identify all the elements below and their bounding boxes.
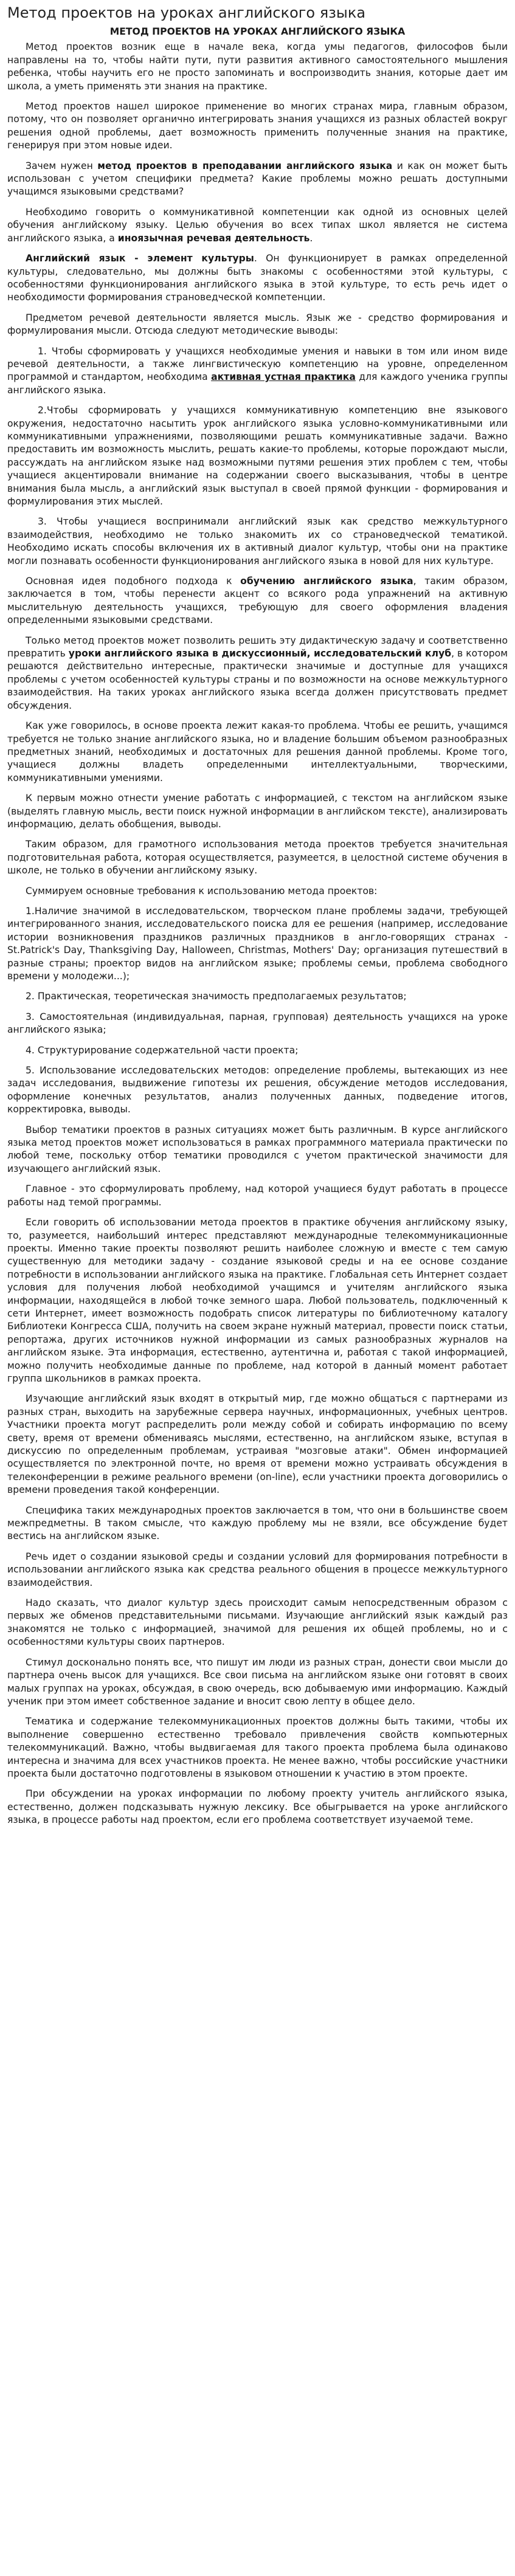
paragraph: Тематика и содержание телекоммуникационных проектов должны быть такими, чтобы их выполнение совершенно естественно требовало привлечения свойств компьютерных телекоммуникаций. Важно, чтобы выдвигаемая для такого проекта проблема была одинаково интересна и значима для всех участников проекта. Не менее важно, чтобы российские участники проекта были достаточно подготовлены в языковом отношении к участию в этом проекте. [7,1716,508,1779]
paragraph: Необходимо говорить о коммуникативной компетенции как одной из основных целей обучения английскому языку. Целью обучения во всех типах школ является не система английского языка, а иноязычная речевая деятельность. [7,206,508,244]
emphasis: иноязычная речевая деятельность [117,232,310,244]
paragraph: Специфика таких международных проектов заключается в том, что они в большинстве своем межпредметны. В таком смысле, что каждую проблему мы не взяли, все обсуждение будет вестись на английском языке. [7,1504,508,1542]
list-item: 3. Чтобы учащиеся воспринимали английский язык как средство межкультурного взаимодействия, необходимо не только знакомить их со страноведческой тематикой. Необходимо искать способы включения их в активный диалог культур, чтобы они на практике могли познавать особенности функционирования английского языка в новой для них культуре. [7,516,508,567]
document-heading: МЕТОД ПРОЕКТОВ НА УРОКАХ АНГЛИЙСКОГО ЯЗЫКА [109,26,406,37]
paragraph: Речь идет о создании языковой среды и создании условий для формирования потребности в использовании английского языка как средства реального общения в процессе межкультурного взаимодействия. [7,1551,508,1588]
paragraph: Английский язык - элемент культуры. Он функционирует в рамках определенной культуры, следовательно, мы должны быть знакомы с особенностями этой культуры, с особенностями функционирования английского языка в этой культуре, то есть речь идет о необходимости формирования страноведческой компетенции. [7,253,508,303]
list-item: 1. Чтобы сформировать у учащихся необходимые умения и навыки в том или ином виде речевой деятельности, а также лингвистическую компетенцию на уровне, определенном программой и стандартом, необходима активная устная практика для каждого ученика группы английского языка. [7,345,508,396]
paragraph: Суммируем основные требования к использованию метода проектов: [26,885,378,897]
paragraph: Предметом речевой деятельности является мысль. Язык же - средство формирования и формулирования мысли. Отсюда следуют методические выводы: [7,312,508,337]
paragraph: Стимул досконально понять все, что пишут им люди из разных стран, донести свои мысли до партнера очень высок для учащихся. Все свои письма на английском языке они готовят в своих малых группах на уроках, обсуждая, в свою очередь, всю добываемую ими информацию. Каждый ученик при этом имеет собственное задание и вносит свою лепту в общее дело. [7,1656,508,1707]
paragraph: Выбор тематики проектов в разных ситуациях может быть различным. В курсе английского языка метод проектов может использоваться в рамках программного материала практически по любой теме, поскольку отбор тематики проводился с учетом практической значимости для изучающего английский язык. [7,1124,508,1174]
paragraph: К первым можно отнести умение работать с информацией, с текстом на английском языке (выделять главную мысль, вести поиск нужной информации в английском тексте), анализировать информацию, делать обобщения, выводы. [7,793,508,830]
emphasis: обучению английского языка [240,576,413,587]
paragraph: Таким образом, для грамотного использования метода проектов требуется значительная подготовительная работа, которая осуществляется, разумеется, в целостной системе обучения в школе, не только в обучении английскому языку. [7,839,508,876]
list-item: 5. Использование исследовательских методов: определение проблемы, вытекающих из нее задач исследования, выдвижение гипотезы их решения, обсуждение методов исследования, оформление конечных результатов, анализ полученных данных, подведение итогов, корректировка, выводы. [7,1065,508,1115]
emphasis: уроки английского языка в дискуссионный, исследовательский клуб [68,648,452,659]
paragraph: Если говорить об использовании метода проектов в практике обучения английскому языку, то, разумеется, наибольший интерес представляют международные телекоммуникационные проекты. Именно такие проекты позволяют решить наиболее сложную и вместе с тем самую существенную для методики задачу - создание языковой среды и на ее основе создание потребности в использовании английского языка на практике. Глобальная сеть Интернет создает условия для получения любой необходимой учащимся и учителям английского языка информации, находящейся в любой точке земного шара. Любой пользователь, подключенный к сети Интернет, имеет возможность подобрать список литературы по библиотечному каталогу Библиотеки Конгресса США, получить на своем экране нужный материал, провести поиск статьи, репортажа, других источников нужной информации из самых разнообразных журналов на английском языке. Эта информация, естественно, аутентична и, работая с такой информацией, можно получить необходимые данные по проблеме, над которой в данный момент работает группа школьников в рамках проекта. [7,1217,508,1384]
paragraph: Метод проектов нашел широкое применение во многих странах мира, главным образом, потому, что он позволяет органично интегрировать знания учащихся из разных областей вокруг решения одной проблемы, дает возможность применить полученные знания на практике, генерируя при этом новые идеи. [7,101,508,151]
list-item: 4. Структурирование содержательной части проекта; [26,1044,299,1056]
list-item: 2. Практическая, теоретическая значимость предполагаемых результатов; [26,991,407,1002]
paragraph: Зачем нужен метод проектов в преподавании английского языка и как он может быть использован с учетом специфики предмета? Какие проблемы можно решать доступными учащимся языковыми средствами? [7,160,508,198]
list-item: 3. Самостоятельная (индивидуальная, парная, групповая) деятельность учащихся на уроке английского языка; [7,1011,508,1036]
paragraph: Главное - это сформулировать проблему, над которой учащиеся будут работать в процессе работы над темой программы. [7,1183,508,1208]
paragraph: Только метод проектов может позволить решить эту дидактическую задачу и соответственно превратить уроки английского языка в дискуссионный, исследовательский клуб, в котором решаются действительно интересные, практически значимые и доступные для учащихся проблемы с учетом особенностей культуры страны и по возможности на основе межкультурного взаимодействия. На таких уроках английского языка всегда должен присутствовать предмет обсуждения. [7,635,508,711]
paragraph: Изучающие английский язык входят в открытый мир, где можно общаться с партнерами из разных стран, выходить на зарубежные сервера научных, информационных, учебных центров. Участники проекта могут распределить роли между собой и собирать информацию по всему свету, время от времени обмениваясь мыслями, естественно, на английском языке, вступая в дискуссию по определенным проблемам, устраивая "мозговые атаки". Обмен информацией осуществляется по электронной почте, но время от времени можно устраивать обсуждения в телеконференции в режиме реального времени (on-line), если участники проекта договорились о времени проведения такой конференции. [7,1393,508,1496]
paragraph: Как уже говорилось, в основе проекта лежит какая-то проблема. Чтобы ее решить, учащимся требуется не только знание английского языка, но и владение большим объемом разнообразных предметных знаний, необходимых и достаточных для решения данной проблемы. Кроме того, учащиеся должны владеть определенными интеллектуальными, творческими, коммуникативными умениями. [7,720,508,783]
page-title: Метод проектов на уроках английского языка [7,4,366,21]
list-item: 2.Чтобы сформировать у учащихся коммуникативную компетенцию вне языкового окружения, недостаточно насытить урок английского языка условно-коммуникативными или коммуникативными упражнениями, позволяющими решать коммуникативные задачи. Важно предоставить им возможность мыслить, решать какие-то проблемы, которые порождают мысли, рассуждать на английском языке над возможными путями решения этих проблем с тем, чтобы учащиеся акцентировали внимание на содержании своего высказывания, чтобы в центре внимания была мысль, а английский язык выступал в своей прямой функции - формирования и формулирования этих мыслей. [7,405,508,507]
emphasis: Английский язык - элемент культуры [26,253,254,264]
list-item: 1.Наличие значимой в исследовательском, творческом плане проблемы задачи, требующей интегрированного знания, исследовательского поиска для ее решения (например, исследование истории возникновения праздников различных праздников в англо-говорящих странах - St.Patrick's Day, Thanksgiving Day, Halloween, Christmas, Mothers' Day; организация путешествий в разные страны; проектор видов на английском языке; проблемы семьи, проблема свободного времени у молодежи...); [7,905,508,982]
emphasis: метод проектов в преподавании английского языка [97,160,393,171]
emphasis-underlined: активная устная практика [211,371,356,383]
paragraph: Основная идея подобного подхода к обучению английского языка, таким образом, заключается в том, чтобы перенести акцент со всякого рода упражнений на активную мыслительную деятельность учащихся, требующую для своего оформления владения определенными языковыми средствами. [7,576,508,626]
paragraph: Метод проектов возник еще в начале века, когда умы педагогов, философов были направлены на то, чтобы найти пути, пути развития активного самостоятельного мышления ребенка, чтобы научить его не просто запоминать и воспроизводить знания, которые дает им школа, а уметь применять эти знания на практике. [7,41,508,92]
paragraph: При обсуждении на уроках информации по любому проекту учитель английского языка, естественно, должен подсказывать нужную лексику. Все обыгрывается на уроке английского языка, в процессе работы над проектом, если его проблема соответствует изучаемой теме. [7,1788,508,1826]
paragraph: Надо сказать, что диалог культур здесь происходит самым непосредственным образом с первых же обменов представительными письмами. Изучающие английский язык каждый раз знакомятся не только с информацией, значимой для решения их общей проблемы, но и с особенностями культуры своих партнеров. [7,1597,508,1648]
